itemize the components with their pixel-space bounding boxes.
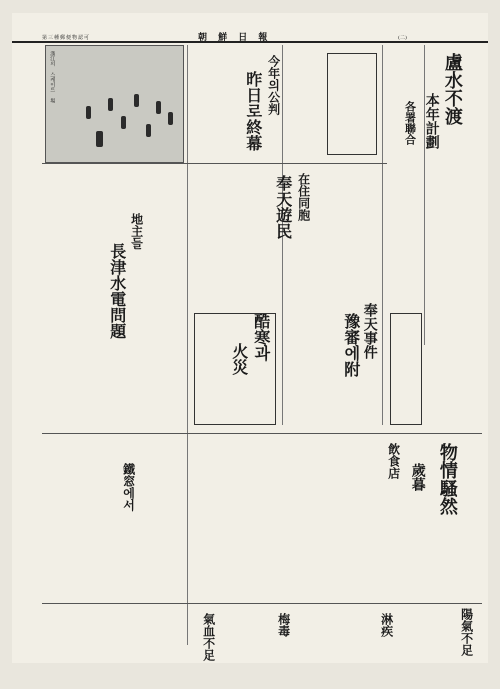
- headline-3b: 奉天遊民: [273, 175, 293, 239]
- headline-12: 飲食店: [386, 443, 401, 479]
- headline-13: 鐵窓에서: [121, 463, 136, 511]
- masthead-right: (二): [398, 35, 407, 41]
- headline-6a: 酷寒과: [251, 313, 271, 361]
- ad-maedok: 梅毒: [276, 613, 291, 637]
- ad-imjil: 淋疾: [379, 613, 394, 637]
- headline-4b: 長津水電問題: [107, 243, 127, 339]
- newspaper-page: [12, 13, 488, 663]
- ad-yanggi: 陽氣不足: [459, 608, 474, 656]
- photo-caption: 漢江의 스케이트 場: [49, 51, 56, 103]
- article-box: [327, 53, 377, 155]
- headline-1c: 各署聯合: [403, 101, 417, 145]
- headline-5a: 奉天事件: [361, 303, 378, 359]
- headline-5b: 豫審에附: [341, 313, 361, 377]
- headline-6b: 火災: [229, 343, 249, 375]
- headline-3a: 在住同胞: [296, 173, 311, 221]
- headline-2b: 昨日로終幕: [243, 71, 263, 151]
- skating-photo: [45, 45, 184, 163]
- headline-7a: 物情騷然: [436, 443, 458, 515]
- ad-gihyeol: 氣血不足: [201, 613, 216, 661]
- article-box: [194, 313, 276, 425]
- headline-7b: 歲暮: [409, 463, 426, 491]
- notice-box: [390, 313, 422, 425]
- masthead-left: 第三種郵便物認可: [42, 35, 91, 41]
- masthead-title: 朝 鮮 日 報: [198, 33, 272, 43]
- headline-2a: 今年의公判: [266, 55, 281, 115]
- headline-4a: 地主들: [129, 213, 144, 249]
- headline-1b: 本年計劃: [423, 93, 440, 149]
- header-rule: [12, 41, 488, 43]
- headline-1a: 盧水不渡: [441, 53, 463, 125]
